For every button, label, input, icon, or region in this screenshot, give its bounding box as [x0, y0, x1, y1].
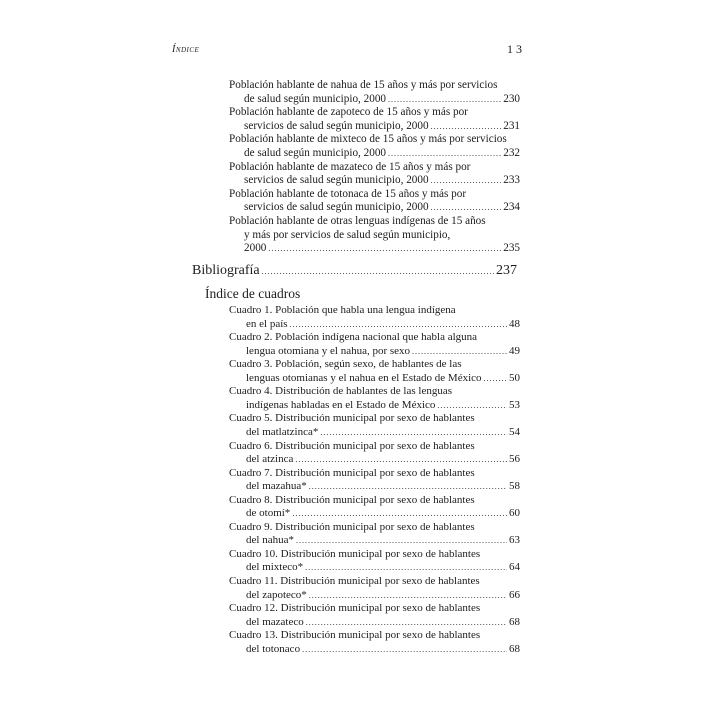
leader-dots: [484, 371, 507, 386]
toc-entry-text: Cuadro 6. Distribución municipal por sexo de hablantes: [229, 439, 475, 452]
toc-entry-text: lenguas otomianas y el nahua en el Estado de México: [246, 371, 482, 384]
toc-entry-page: 233: [503, 174, 520, 187]
toc-entry-text: Cuadro 13. Distribución municipal por sexo de hablantes: [229, 629, 481, 642]
toc-entry-page: 234: [503, 201, 520, 214]
toc-entry-text: Población hablante de mixteco de 15 años y más por servicios: [229, 133, 507, 146]
toc-entry-text: indígenas habladas en el Estado de México: [246, 398, 436, 411]
toc-entry-text: del zapoteco*: [246, 588, 307, 601]
toc-entry-page: 63: [509, 534, 520, 547]
toc-entry-text: del matlatzinca*: [246, 425, 319, 438]
section-heading-indice-cuadros: Índice de cuadros: [205, 286, 301, 301]
toc-entry-text: del mazateco: [246, 615, 304, 628]
toc-entry-text: Cuadro 4. Distribución de hablantes de las lenguas: [229, 385, 453, 398]
toc-entry-label: Bibliografía: [192, 263, 260, 278]
toc-entry-text: Cuadro 11. Distribución municipal por sexo de hablantes: [229, 575, 480, 587]
toc-entry-text: servicios de salud según municipio, 2000: [244, 174, 429, 187]
leader-dots: [268, 241, 501, 256]
toc-entry-text: del nahua*: [246, 534, 294, 547]
toc-entry-text: en el país: [246, 317, 288, 330]
toc-entry-page: 50: [509, 371, 520, 384]
toc-entry-page: 53: [509, 398, 520, 411]
toc-entry-page: 68: [509, 615, 520, 628]
toc-entry-text: del mixteco*: [246, 561, 304, 574]
toc-entry-text: del totonaco: [246, 642, 301, 655]
toc-entry-text: Cuadro 2. Población indígena nacional que habla alguna: [229, 331, 478, 344]
toc-entry-page: 64: [509, 561, 520, 574]
toc-entry-text: Cuadro 1. Población que habla una lengua indígena: [229, 304, 456, 316]
toc-entry-text: servicios de salud según municipio, 2000: [244, 119, 429, 132]
toc-entry-bibliografia[interactable]: [192, 263, 517, 279]
toc-entry-text: servicios de salud según municipio, 2000: [244, 201, 429, 214]
toc-entry-text: Cuadro 5. Distribución municipal por sexo de hablantes: [229, 412, 475, 425]
toc-entry-text: Cuadro 3. Población, según sexo, de hablantes de las: [229, 358, 462, 371]
toc-entry-text: 2000: [244, 242, 267, 255]
toc-entry-page: 235: [503, 242, 520, 255]
toc-entry-text: del atzinca: [246, 453, 294, 466]
toc-entry-text: de salud según municipio, 2000: [244, 147, 387, 159]
page-number: 13: [507, 42, 525, 56]
toc-entry-text: Población hablante de nahua de 15 años y más por servicios: [229, 79, 498, 91]
leader-dots: [262, 263, 494, 279]
toc-entry-page: 58: [509, 480, 520, 493]
toc-entry-page: 68: [509, 642, 520, 655]
running-header-title: Índice: [172, 44, 200, 55]
toc-entry-page: 66: [509, 588, 520, 601]
toc-entry-text: lengua otomiana y el nahua, por sexo: [246, 344, 411, 357]
toc-entry-text: Población hablante de zapoteco de 15 años y más por: [229, 106, 468, 119]
toc-entry-text: Cuadro 7. Distribución municipal por sexo de hablantes: [229, 466, 475, 479]
toc-entry-text: Población hablante de totonaca de 15 años y más por: [229, 187, 467, 200]
toc-entry-text: Población hablante de otras lenguas indígenas de 15 años: [229, 215, 486, 227]
toc-entry-page: 230: [503, 92, 520, 105]
toc-entry-text: de otomí*: [246, 507, 291, 520]
toc-entry-text: Cuadro 9. Distribución municipal por sexo de hablantes: [229, 520, 475, 533]
toc-entry-page: 56: [509, 453, 520, 466]
toc-entry-text: Población hablante de mazateco de 15 años y más por: [229, 160, 471, 173]
toc-entry-page: 49: [509, 344, 520, 357]
leader-dots: [302, 642, 507, 657]
toc-entry-page: 231: [503, 119, 520, 132]
toc-entry-text: Cuadro 10. Distribución municipal por sexo de hablantes: [229, 547, 481, 560]
toc-entry-text: de salud según municipio, 2000: [244, 92, 387, 105]
toc-entry-text: Cuadro 12. Distribución municipal por sexo de hablantes: [229, 602, 481, 615]
toc-entry-page: 54: [509, 425, 520, 438]
toc-entry-text: del mazahua*: [246, 480, 307, 493]
toc-entry-page: 48: [509, 317, 520, 330]
toc-entry-text: Cuadro 8. Distribución municipal por sexo de hablantes: [229, 493, 475, 506]
toc-entry-page: 60: [509, 507, 520, 520]
toc-entry-text: y más por servicios de salud según municipio,: [244, 228, 451, 241]
toc-entry-page: 232: [503, 147, 520, 159]
toc-entry-page: 237: [496, 263, 517, 278]
